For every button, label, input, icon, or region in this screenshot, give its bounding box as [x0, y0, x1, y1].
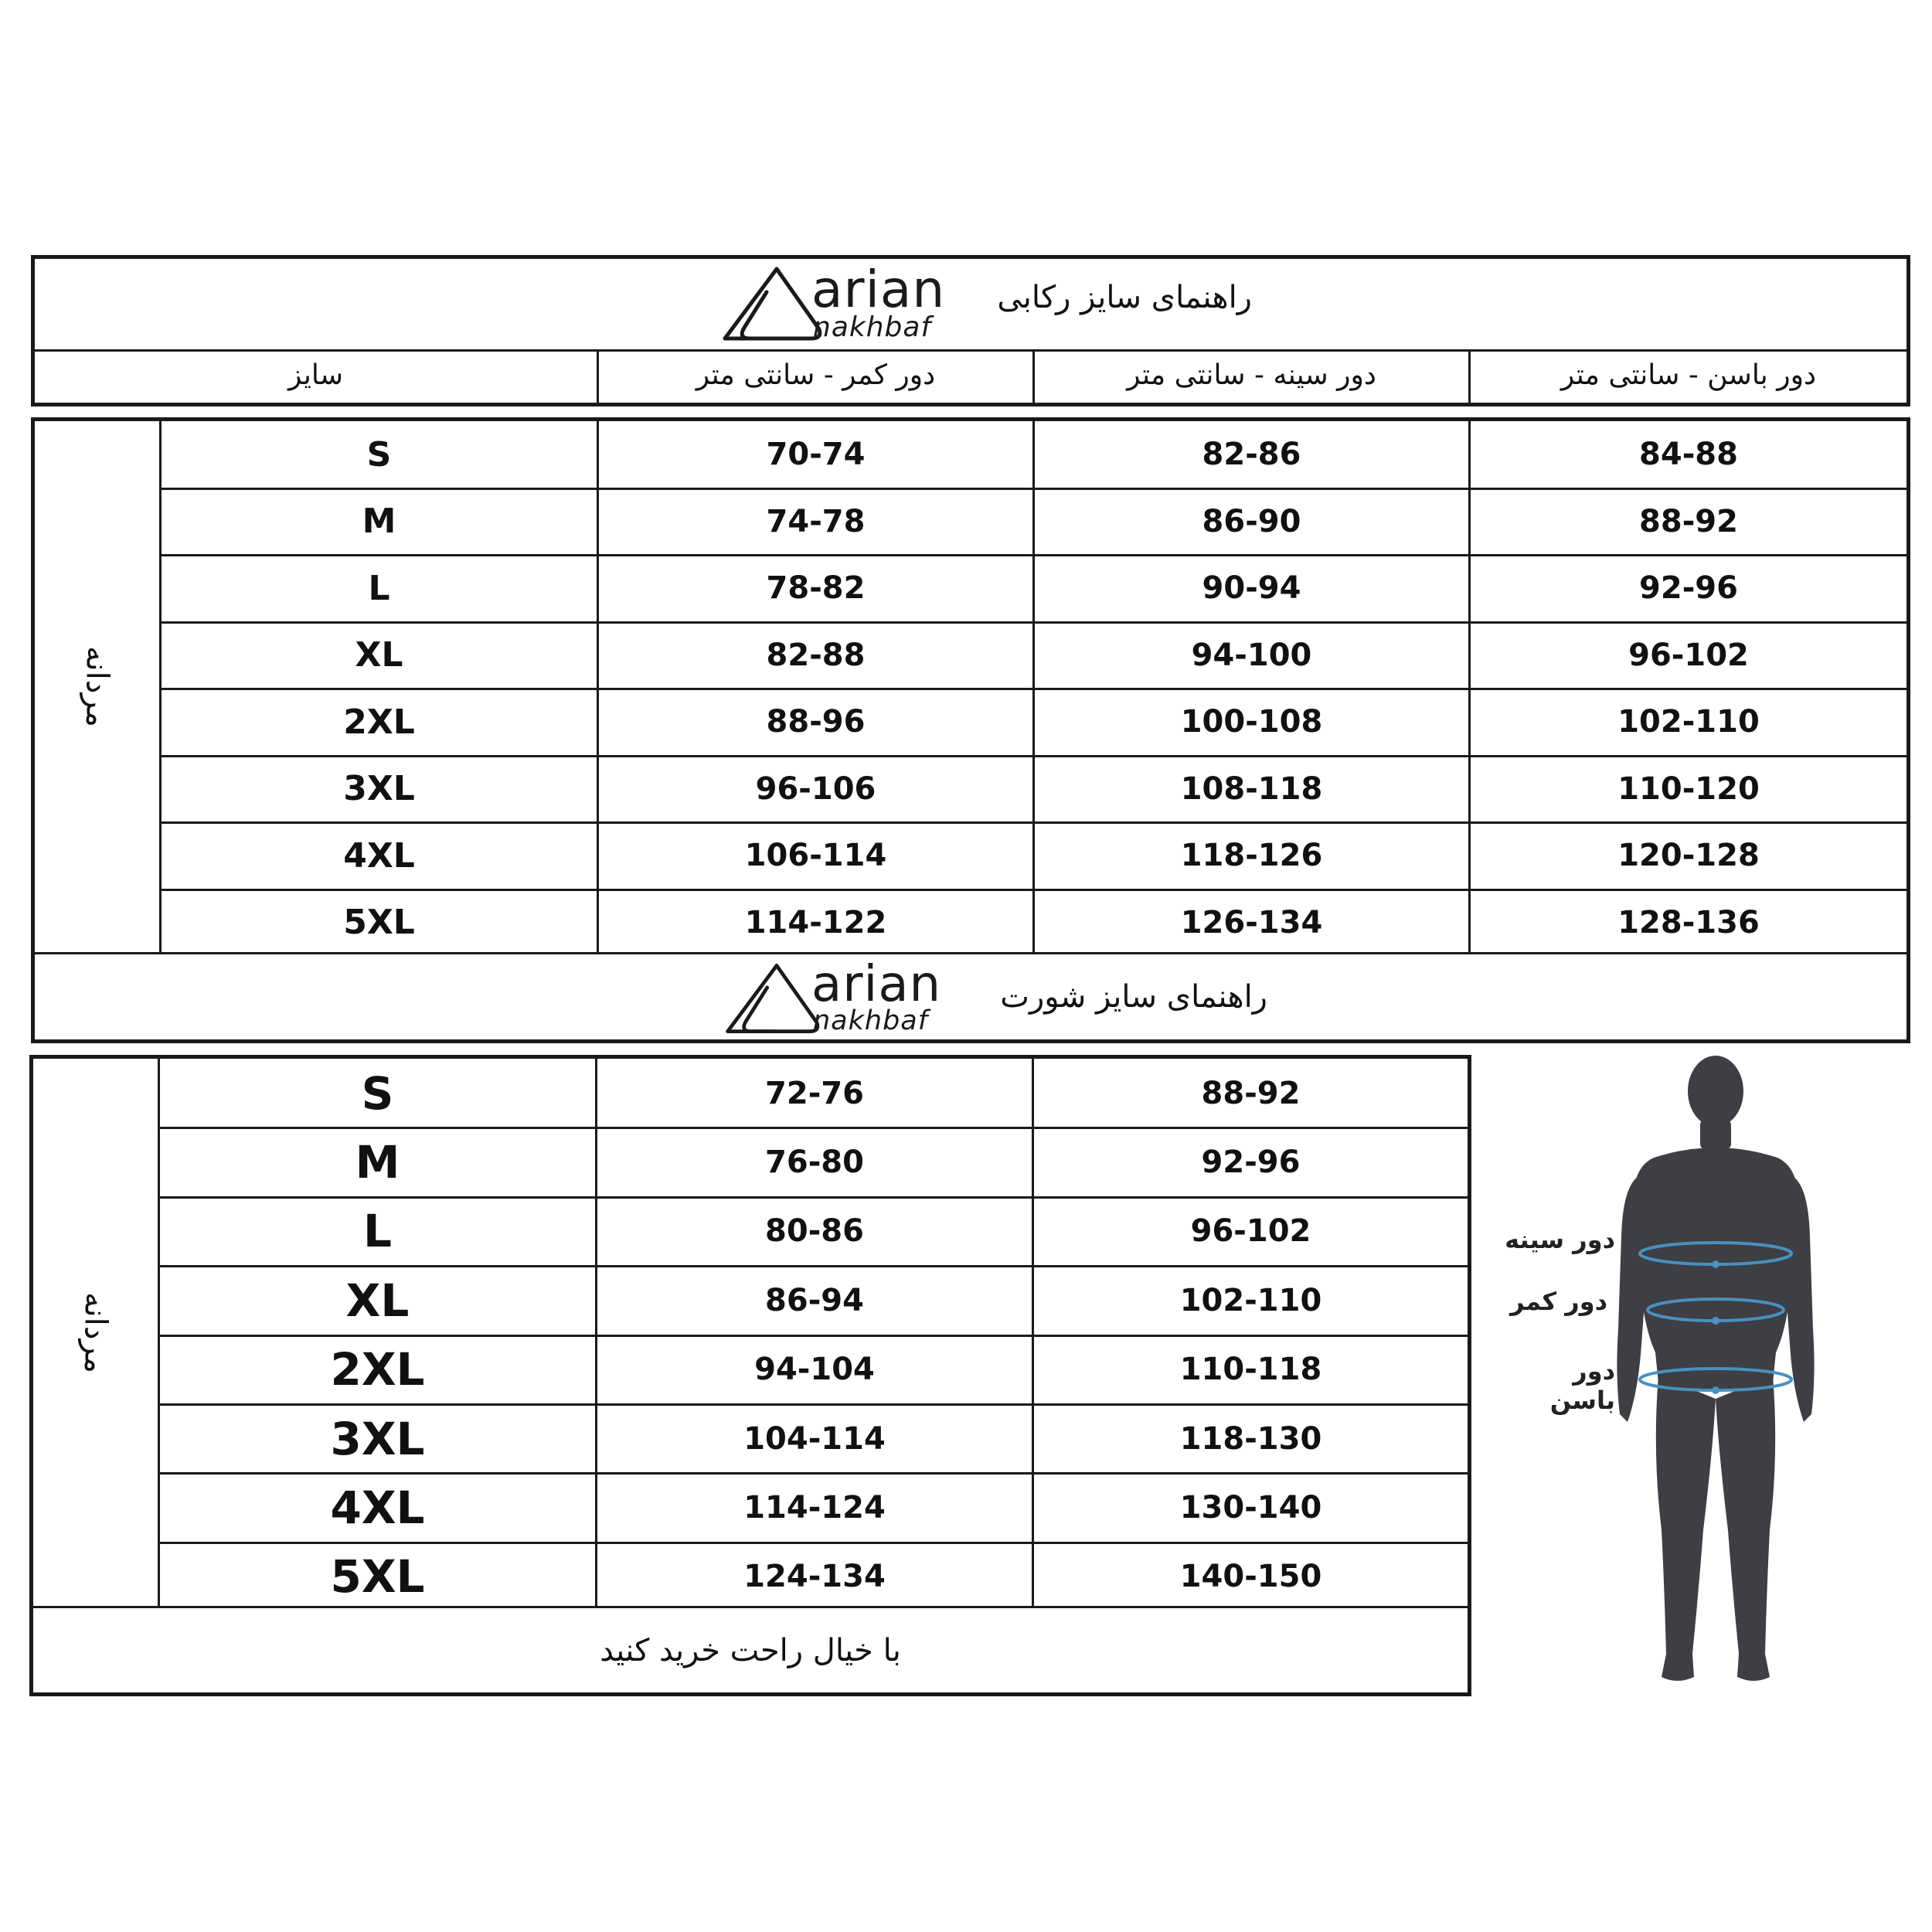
table2-cell-size: S: [361, 1066, 394, 1120]
table2-cell-hip: 110-118: [1179, 1352, 1322, 1388]
table2-row-divider: [158, 1542, 1471, 1544]
table2-cell-waist: 94-104: [754, 1352, 875, 1388]
table1-row-divider: [159, 488, 1910, 490]
brand-line1: arian: [811, 956, 942, 1013]
table1-row-divider: [159, 889, 1910, 891]
table1-cell-size: XL: [355, 635, 403, 675]
table2-row-divider: [158, 1335, 1471, 1337]
table2-cell-hip: 140-150: [1179, 1559, 1322, 1595]
table2-cell-waist: 104-114: [743, 1420, 886, 1457]
table1-cell-waist: 78-82: [766, 570, 866, 607]
brand-logo: [719, 958, 943, 1040]
table1-cell-waist: 96-106: [755, 770, 876, 807]
table2-cell-size: 5XL: [330, 1550, 425, 1604]
table1-cell-size: 2XL: [343, 702, 415, 742]
table2-row-divider: [158, 1127, 1471, 1129]
table1-title: راهنمای سایز رکابی: [997, 280, 1252, 315]
header-hip: دور باسن - سانتی متر: [1560, 359, 1817, 391]
brand-line2: nakhbaf: [813, 1005, 929, 1036]
header-chest: دور سینه - سانتی متر: [1127, 359, 1376, 391]
table1-cell-hip: 102-110: [1617, 704, 1760, 740]
table1-cell-waist: 88-96: [766, 704, 866, 740]
table2-cell-size: L: [363, 1205, 392, 1258]
table2-cell-hip: 88-92: [1201, 1075, 1301, 1111]
table1-cell-waist: 114-122: [744, 904, 887, 940]
table1-row-divider: [159, 688, 1910, 690]
brand-line2: nakhbaf: [813, 311, 932, 343]
table1-row-divider: [159, 755, 1910, 757]
table1-cell-size: S: [366, 434, 392, 474]
header-waist: دور کمر - سانتی متر: [696, 359, 936, 391]
table1-cell-chest: 118-126: [1180, 838, 1323, 874]
table1-cell-chest: 108-118: [1180, 770, 1323, 807]
table1-cell-hip: 92-96: [1639, 570, 1738, 607]
table2-row-divider: [158, 1403, 1471, 1406]
table1-cell-hip: 128-136: [1617, 904, 1760, 940]
table1-cell-chest: 82-86: [1202, 437, 1301, 473]
table1-cell-chest: 126-134: [1180, 904, 1323, 940]
table2-cell-size: XL: [345, 1274, 410, 1327]
brand-line1: arian: [811, 260, 946, 319]
table2-cell-size: M: [355, 1136, 400, 1189]
table1-row-divider: [159, 821, 1910, 824]
table1-cell-size: 5XL: [343, 903, 415, 943]
table2-row-divider: [158, 1265, 1471, 1267]
table2-cell-waist: 86-94: [765, 1282, 864, 1318]
table1-cell-size: M: [362, 502, 396, 542]
table1-cell-hip: 120-128: [1617, 838, 1760, 874]
table1-cell-waist: 82-88: [766, 637, 866, 673]
table2-cell-size: 4XL: [330, 1481, 425, 1535]
table1-row-divider: [159, 621, 1910, 624]
table2-title: راهنمای سایز شورت: [1000, 979, 1267, 1015]
table2-cell-waist: 80-86: [765, 1213, 864, 1250]
table1-cell-waist: 74-78: [766, 503, 866, 539]
table1-cell-chest: 94-100: [1191, 637, 1312, 673]
body-silhouette-icon: [1607, 1051, 1824, 1700]
brand-logo: [719, 260, 946, 348]
table2-cell-waist: 76-80: [765, 1145, 864, 1181]
figure-label-waist: دور کمر: [1510, 1287, 1607, 1316]
table2-cell-hip: 118-130: [1179, 1420, 1322, 1457]
table1-cell-waist: 70-74: [766, 437, 866, 473]
table2-cell-hip: 92-96: [1201, 1145, 1301, 1181]
table2-cell-hip: 130-140: [1179, 1490, 1322, 1526]
table2-footer: با خیال راحت خرید کنید: [600, 1633, 901, 1668]
table2-cell-waist: 72-76: [765, 1075, 864, 1111]
figure-label-hip: دور باسن: [1549, 1356, 1615, 1415]
table1-side-label: مردانه: [79, 646, 115, 727]
table1-cell-waist: 106-114: [744, 838, 887, 874]
table1-cell-hip: 84-88: [1639, 437, 1738, 473]
header-size: سایز: [288, 359, 344, 391]
table1-cell-hip: 88-92: [1639, 503, 1738, 539]
table1-cell-chest: 100-108: [1180, 704, 1323, 740]
table2-cell-size: 3XL: [330, 1412, 425, 1465]
table2-row-divider: [158, 1472, 1471, 1475]
table1-cell-chest: 90-94: [1202, 570, 1301, 607]
table1-cell-hip: 96-102: [1628, 637, 1749, 673]
table1-cell-size: L: [368, 568, 390, 608]
table1-cell-size: 4XL: [343, 835, 415, 876]
table1-cell-hip: 110-120: [1617, 770, 1760, 807]
table2-cell-size: 2XL: [330, 1343, 425, 1396]
table1-cell-size: 3XL: [343, 769, 415, 809]
figure-label-chest: دور سینه: [1505, 1225, 1615, 1254]
table2-side-label: مردانه: [77, 1291, 114, 1373]
table2-row-divider: [158, 1196, 1471, 1199]
table2-cell-hip: 96-102: [1190, 1213, 1311, 1250]
table2-cell-hip: 102-110: [1179, 1282, 1322, 1318]
table2-cell-waist: 124-134: [743, 1559, 886, 1595]
table2-cell-waist: 114-124: [743, 1490, 886, 1526]
table1-cell-chest: 86-90: [1202, 503, 1301, 539]
table1-row-divider: [159, 554, 1910, 556]
